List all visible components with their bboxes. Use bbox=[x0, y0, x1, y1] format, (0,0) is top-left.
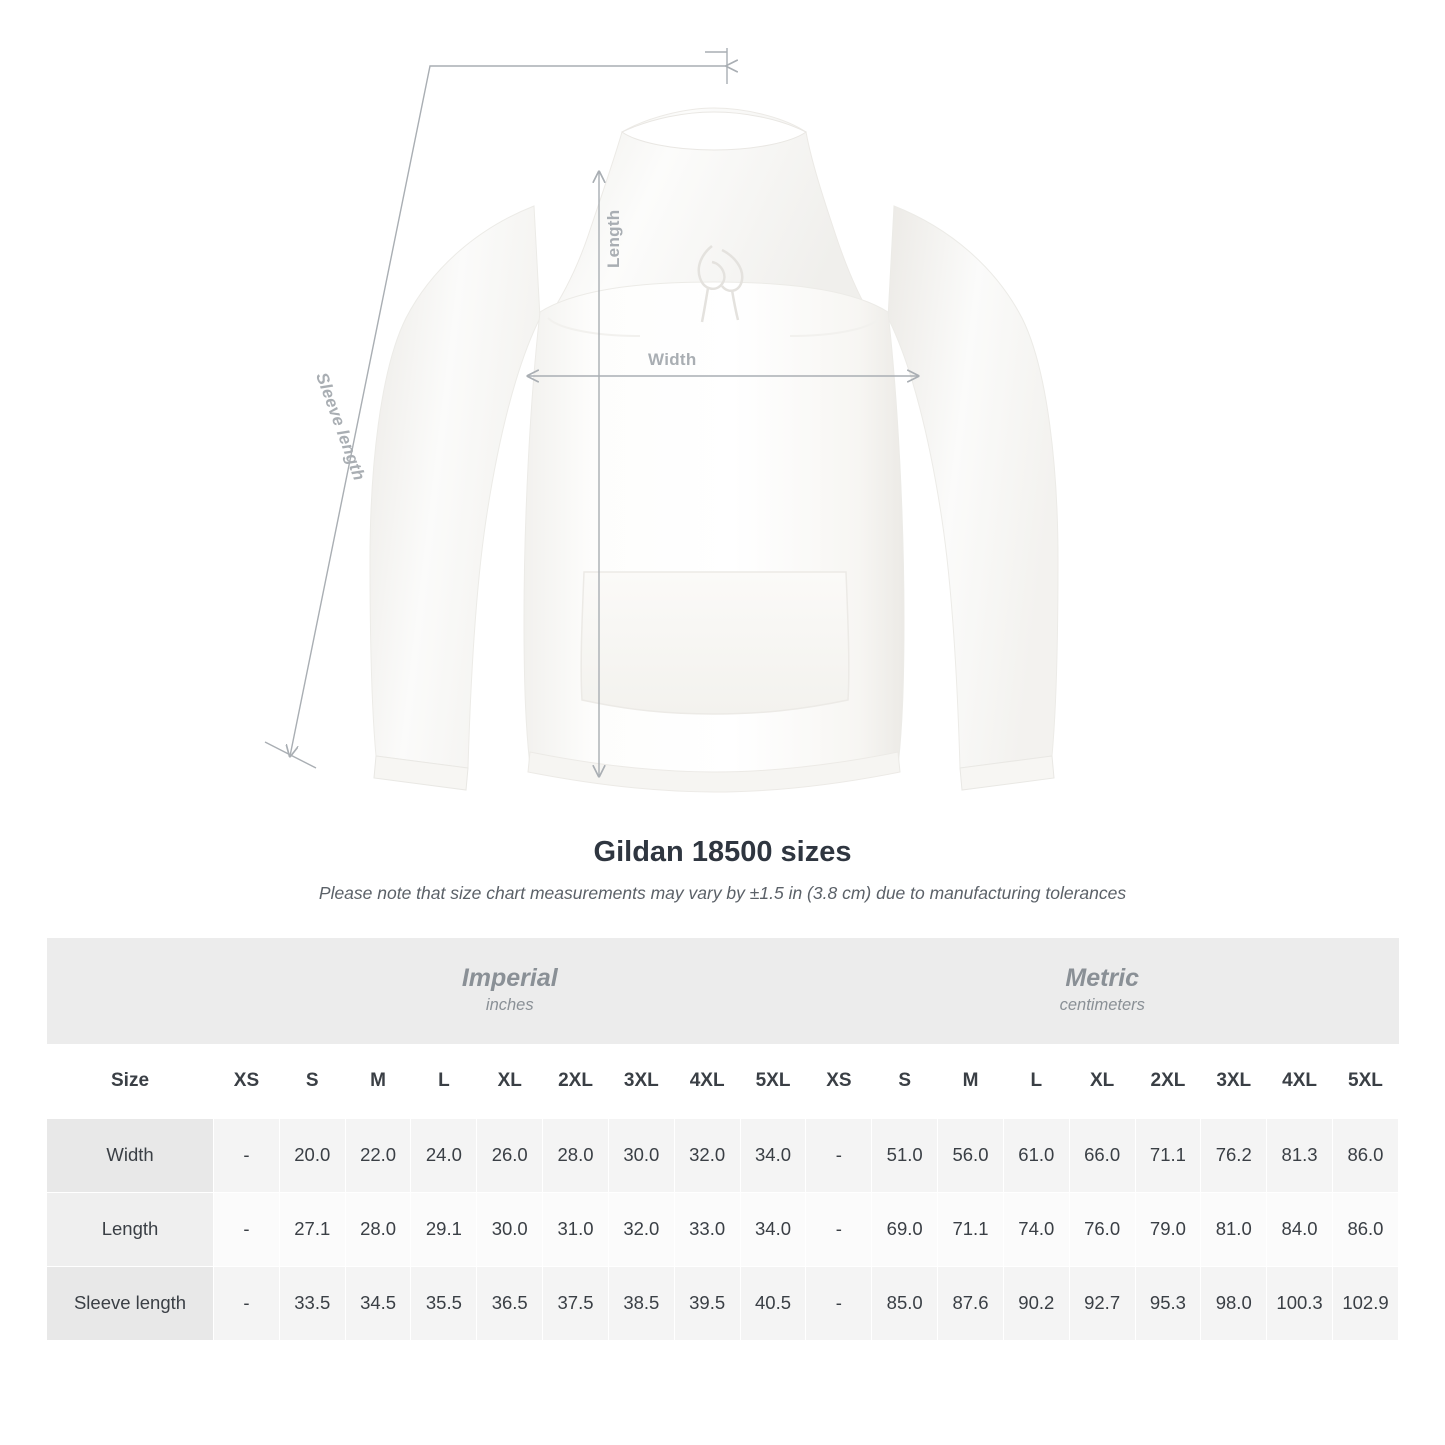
cell-width-metric-5xl: 86.0 bbox=[1332, 1118, 1398, 1192]
col-header-imperial-2xl: 2XL bbox=[543, 1044, 609, 1118]
cell-length-imperial-xl: 30.0 bbox=[477, 1192, 543, 1266]
col-header-metric-3xl: 3XL bbox=[1201, 1044, 1267, 1118]
cell-sleeve-metric-4xl: 100.3 bbox=[1267, 1266, 1333, 1340]
unit-imperial-name: Imperial bbox=[461, 964, 558, 992]
cell-sleeve-imperial-xs: - bbox=[214, 1266, 280, 1340]
length-label: Length bbox=[604, 209, 623, 268]
hoodie-body-shape bbox=[370, 108, 1058, 792]
cell-length-metric-m: 71.1 bbox=[938, 1192, 1004, 1266]
cell-length-metric-s: 69.0 bbox=[872, 1192, 938, 1266]
cell-width-imperial-m: 22.0 bbox=[345, 1118, 411, 1192]
col-header-imperial-3xl: 3XL bbox=[608, 1044, 674, 1118]
table-row bbox=[47, 1192, 1399, 1266]
cell-length-imperial-xs: - bbox=[214, 1192, 280, 1266]
col-header-metric-4xl: 4XL bbox=[1267, 1044, 1333, 1118]
row-label-width: Width bbox=[47, 1118, 214, 1192]
cell-sleeve-imperial-m: 34.5 bbox=[345, 1266, 411, 1340]
cell-length-metric-4xl: 84.0 bbox=[1267, 1192, 1333, 1266]
sleeve-length-label: Sleeve length bbox=[312, 370, 369, 484]
unit-metric-name: Metric bbox=[1065, 964, 1140, 992]
cell-sleeve-metric-5xl: 102.9 bbox=[1332, 1266, 1398, 1340]
col-header-metric-xl: XL bbox=[1069, 1044, 1135, 1118]
cell-length-imperial-4xl: 33.0 bbox=[674, 1192, 740, 1266]
col-header-imperial-l: L bbox=[411, 1044, 477, 1118]
cell-length-imperial-l: 29.1 bbox=[411, 1192, 477, 1266]
cell-length-metric-5xl: 86.0 bbox=[1332, 1192, 1398, 1266]
page-title: Gildan 18500 sizes bbox=[593, 836, 852, 868]
cell-width-imperial-xs: - bbox=[214, 1118, 280, 1192]
cell-length-metric-xl: 76.0 bbox=[1069, 1192, 1135, 1266]
cell-width-metric-2xl: 71.1 bbox=[1135, 1118, 1201, 1192]
col-header-metric-s: S bbox=[872, 1044, 938, 1118]
cell-sleeve-metric-l: 90.2 bbox=[1003, 1266, 1069, 1340]
col-header-imperial-xs: XS bbox=[214, 1044, 280, 1118]
unit-imperial bbox=[214, 938, 806, 1044]
cell-sleeve-imperial-2xl: 37.5 bbox=[543, 1266, 609, 1340]
col-header-metric-l: L bbox=[1003, 1044, 1069, 1118]
cell-length-imperial-5xl: 34.0 bbox=[740, 1192, 806, 1266]
cell-sleeve-metric-xl: 92.7 bbox=[1069, 1266, 1135, 1340]
unit-spacer bbox=[47, 938, 214, 1044]
cell-width-metric-4xl: 81.3 bbox=[1267, 1118, 1333, 1192]
unit-metric bbox=[806, 938, 1399, 1044]
cell-length-metric-2xl: 79.0 bbox=[1135, 1192, 1201, 1266]
cell-width-metric-xs: - bbox=[806, 1118, 872, 1192]
row-label-sleeve-length: Sleeve length bbox=[47, 1266, 214, 1340]
size-header-row bbox=[47, 1044, 1399, 1118]
title-block bbox=[0, 836, 1445, 904]
cell-length-metric-3xl: 81.0 bbox=[1201, 1192, 1267, 1266]
col-header-metric-xs: XS bbox=[806, 1044, 872, 1118]
cell-width-metric-xl: 66.0 bbox=[1069, 1118, 1135, 1192]
col-header-metric-2xl: 2XL bbox=[1135, 1044, 1201, 1118]
cell-width-metric-l: 61.0 bbox=[1003, 1118, 1069, 1192]
col-header-metric-5xl: 5XL bbox=[1332, 1044, 1398, 1118]
cell-sleeve-imperial-4xl: 39.5 bbox=[674, 1266, 740, 1340]
cell-width-imperial-xl: 26.0 bbox=[477, 1118, 543, 1192]
cell-width-metric-s: 51.0 bbox=[872, 1118, 938, 1192]
unit-imperial-sub: inches bbox=[485, 995, 534, 1014]
cell-width-imperial-l: 24.0 bbox=[411, 1118, 477, 1192]
cell-sleeve-metric-xs: - bbox=[806, 1266, 872, 1340]
cell-sleeve-metric-m: 87.6 bbox=[938, 1266, 1004, 1340]
cell-sleeve-imperial-3xl: 38.5 bbox=[608, 1266, 674, 1340]
cell-width-imperial-2xl: 28.0 bbox=[543, 1118, 609, 1192]
tolerance-note: Please note that size chart measurements may vary by ±1.5 in (3.8 cm) due to manufacturing tolerances bbox=[318, 883, 1127, 903]
cell-width-imperial-5xl: 34.0 bbox=[740, 1118, 806, 1192]
cell-length-imperial-2xl: 31.0 bbox=[543, 1192, 609, 1266]
cell-sleeve-imperial-5xl: 40.5 bbox=[740, 1266, 806, 1340]
row-label-length: Length bbox=[47, 1192, 214, 1266]
unit-metric-sub: centimeters bbox=[1059, 995, 1145, 1014]
cell-width-metric-m: 56.0 bbox=[938, 1118, 1004, 1192]
size-table bbox=[46, 938, 1399, 1341]
unit-header-row bbox=[47, 938, 1399, 1044]
cell-sleeve-imperial-xl: 36.5 bbox=[477, 1266, 543, 1340]
col-header-metric-m: M bbox=[938, 1044, 1004, 1118]
cell-sleeve-metric-2xl: 95.3 bbox=[1135, 1266, 1201, 1340]
table-row bbox=[47, 1266, 1399, 1340]
col-header-imperial-s: S bbox=[279, 1044, 345, 1118]
col-header-imperial-4xl: 4XL bbox=[674, 1044, 740, 1118]
size-header: Size bbox=[47, 1044, 214, 1118]
col-header-imperial-xl: XL bbox=[477, 1044, 543, 1118]
cell-sleeve-imperial-l: 35.5 bbox=[411, 1266, 477, 1340]
cell-length-metric-xs: - bbox=[806, 1192, 872, 1266]
cell-sleeve-metric-3xl: 98.0 bbox=[1201, 1266, 1267, 1340]
cell-length-imperial-s: 27.1 bbox=[279, 1192, 345, 1266]
col-header-imperial-m: M bbox=[345, 1044, 411, 1118]
cell-length-imperial-3xl: 32.0 bbox=[608, 1192, 674, 1266]
cell-width-imperial-s: 20.0 bbox=[279, 1118, 345, 1192]
cell-width-metric-3xl: 76.2 bbox=[1201, 1118, 1267, 1192]
cell-width-imperial-4xl: 32.0 bbox=[674, 1118, 740, 1192]
cell-length-metric-l: 74.0 bbox=[1003, 1192, 1069, 1266]
col-header-imperial-5xl: 5XL bbox=[740, 1044, 806, 1118]
cell-width-imperial-3xl: 30.0 bbox=[608, 1118, 674, 1192]
cell-length-imperial-m: 28.0 bbox=[345, 1192, 411, 1266]
cell-sleeve-metric-s: 85.0 bbox=[872, 1266, 938, 1340]
cell-sleeve-imperial-s: 33.5 bbox=[279, 1266, 345, 1340]
width-label: Width bbox=[648, 350, 697, 369]
table-row bbox=[47, 1118, 1399, 1192]
size-table-wrapper bbox=[46, 938, 1399, 1341]
